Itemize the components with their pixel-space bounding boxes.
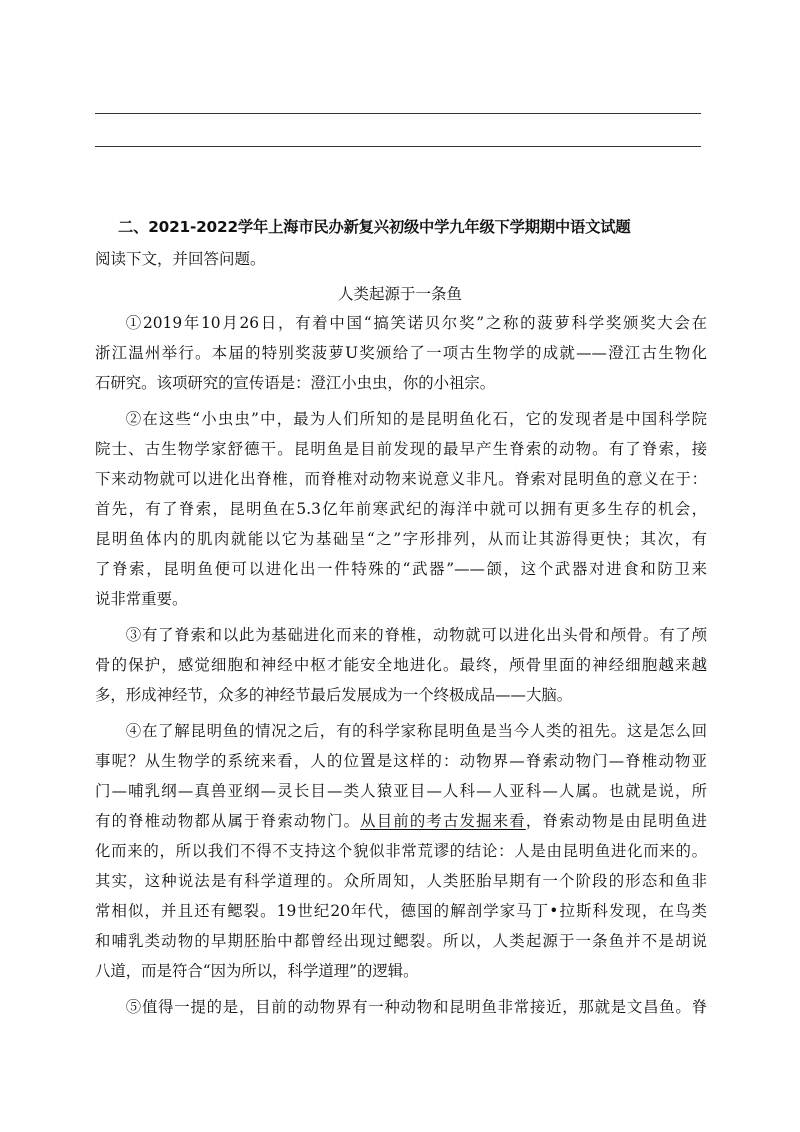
paragraph-line: 说非常重要。 (95, 590, 188, 608)
underlined-phrase: 从目前的考古发掘来看 (360, 812, 526, 830)
paragraph-line: 院士、古生物学家舒德干。昆明鱼是目前发现的最早产生脊索的动物。有了脊索，接 (95, 440, 707, 458)
paragraph-line: 常相似，并且还有鳃裂。19世纪20年代，德国的解剖学家马丁•拉斯科发现，在鸟类 (95, 902, 707, 920)
paragraph-line: 和哺乳类动物的早期胚胎中都曾经出现过鳃裂。所以，人类起源于一条鱼并不是胡说 (95, 932, 707, 950)
paragraph-line: 事呢？从生物学的系统来看，人的位置是这样的：动物界—脊索动物门—脊椎动物亚 (95, 752, 707, 770)
paragraph-2 (95, 404, 707, 614)
paragraph-line: 石研究。该项研究的宣传语是：澄江小虫虫，你的小祖宗。 (95, 374, 496, 392)
paragraph-line-mixed (95, 806, 707, 836)
instruction-text: 阅读下文，并回答问题。 (95, 250, 266, 268)
paragraph-3 (95, 620, 707, 710)
paragraph-line: 下来动物就可以进化出脊椎，而脊椎对动物来说意义非凡。脊索对昆明鱼的意义在于： (95, 470, 707, 488)
paragraph-line: 首先，有了脊索，昆明鱼在5.3亿年前寒武纪的海洋中就可以拥有更多生存的机会， (95, 500, 707, 518)
paragraph-5 (95, 992, 707, 1022)
paragraph-1 (95, 308, 707, 398)
section-title: 二、2021-2022学年上海市民办新复兴初级中学九年级下学期期中语文试题 (118, 218, 631, 236)
paragraph-line: ④在了解昆明鱼的情况之后，有的科学家称昆明鱼是当今人类的祖先。这是怎么回 (125, 722, 707, 740)
paragraph-line: 其实，这种说法是有科学道理的。众所周知，人类胚胎早期有一个阶段的形态和鱼非 (95, 872, 707, 890)
paragraph-text: 有的脊椎动物都从属于脊索动物门。 (95, 812, 361, 830)
paragraph-line: 多，形成神经节，众多的神经节最后发展成为一个终极成品——大脑。 (95, 686, 573, 704)
paragraph-line: 骨的保护，感觉细胞和神经中枢才能安全地进化。最终，颅骨里面的神经细胞越来越 (95, 656, 707, 674)
paragraph-line: 化而来的，所以我们不得不支持这个貌似非常荒谬的结论：人是由昆明鱼进化而来的。 (95, 842, 707, 860)
paragraph-line: ②在这些“小虫虫”中，最为人们所知的是昆明鱼化石，它的发现者是中国科学院 (125, 410, 707, 428)
paragraph-line: ③有了脊索和以此为基础进化而来的脊椎，动物就可以进化出头骨和颅骨。有了颅 (125, 626, 707, 644)
article-body (95, 308, 707, 1028)
paragraph-line: 了脊索，昆明鱼便可以进化出一件特殊的“武器”——颌，这个武器对进食和防卫来 (95, 560, 707, 578)
article-title: 人类起源于一条鱼 (337, 285, 462, 303)
paragraph-line: 门—哺乳纲—真兽亚纲—灵长目—类人猿亚目—人科—人亚科—人属。也就是说，所 (95, 782, 707, 800)
paragraph-line: 昆明鱼体内的肌肉就能以它为基础呈“之”字形排列，从而让其游得更快；其次，有 (95, 530, 707, 548)
answer-line-1 (95, 113, 701, 114)
paragraph-line: 八道，而是符合“因为所以，科学道理”的逻辑。 (95, 962, 419, 980)
answer-line-2 (95, 146, 701, 147)
paragraph-line: 浙江温州举行。本届的特别奖菠萝U奖颁给了一项古生物学的成就——澄江古生物化 (95, 344, 707, 362)
paragraph-text: ，脊索动物是由昆明鱼进 (525, 812, 707, 830)
paragraph-line: ①2019年10月26日，有着中国“搞笑诺贝尔奖”之称的菠萝科学奖颁奖大会在 (125, 314, 707, 332)
paragraph-line: ⑤值得一提的是，目前的动物界有一种动物和昆明鱼非常接近，那就是文昌鱼。脊 (125, 998, 707, 1016)
paragraph-4 (95, 716, 707, 986)
